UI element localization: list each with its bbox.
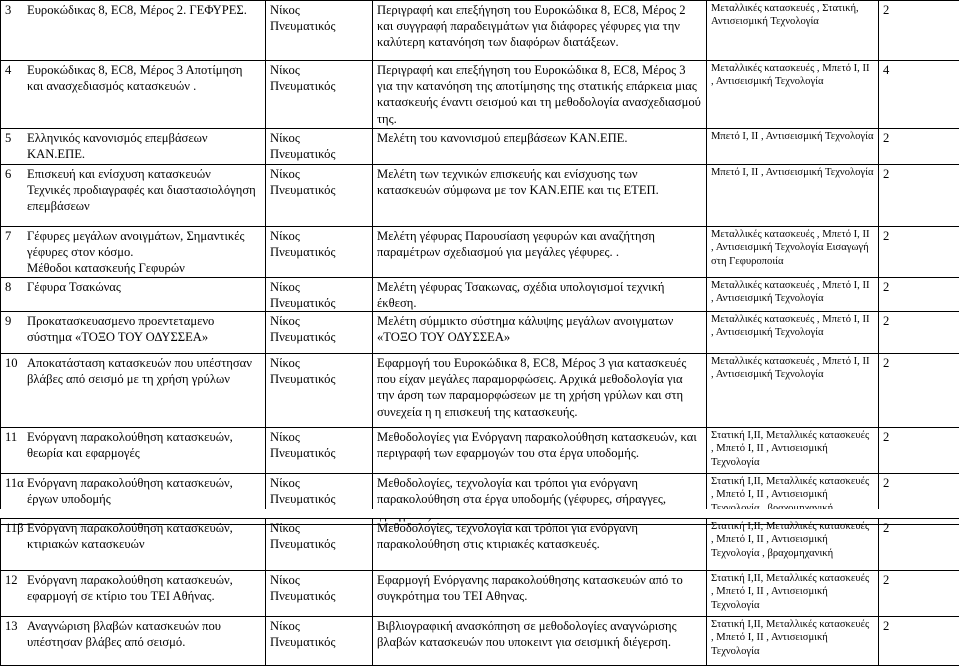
course-title: Γέφυρα Τσακώνας <box>27 279 261 295</box>
hours-cell: 2 <box>879 354 959 428</box>
instructor-cell: Νίκος Πνευματικός <box>266 1 373 61</box>
prerequisites-cell: Μεταλλικές κατασκευές , Μπετό Ι, ΙΙ , Αντισεισμική Τεχνολογία <box>707 277 879 311</box>
instructor-cell: Νίκος Πνευματικός <box>266 227 373 278</box>
course-subtitle: Τεχνικές προδιαγραφές και διαστασιολόγηση επεμβάσεων <box>27 183 256 213</box>
course-title-cell <box>1 354 266 428</box>
description-cell: Εφαρμογή Ενόργανης παρακολούθησης κατασκευών από το συγκρότημα του ΤΕΙ Αθηνας. <box>373 571 707 617</box>
course-title: Ενόργανη παρακολούθηση κατασκευών, εφαρμογή σε κτίριο του ΤΕΙ Αθήνας. <box>27 572 261 604</box>
prerequisites-cell: Στατική Ι,ΙΙ, Μεταλλικές κατασκευές , Μπετό Ι, ΙΙ , Αντισεισμική Τεχνολογία , βραχομηχανική <box>707 519 879 571</box>
description-cell: Περιγραφή και επεξήγηση του Ευροκώδικα 8, ΕC8, Μέρος 3 για την κατανόηση της αποτίμησης της στατικής επάρκεια μιας κατασκευής έναντι σεισμού και τη μεθοδολογία ανασχεδιασμού της. <box>373 61 707 129</box>
course-title: Προκατασκευασμενο προεντεταμενο σύστημα «ΤΟΞΟ ΤΟΥ ΟΔΥΣΣΕΑ» <box>27 313 261 345</box>
course-number: 4 <box>5 62 27 94</box>
course-number: 11 <box>5 429 27 461</box>
hours-cell: 2 <box>879 227 959 278</box>
instructor-cell: Νίκος Πνευματικός <box>266 474 373 525</box>
description-cell: Εφαρμογή του Ευροκώδικα 8, ΕC8, Μέρος 3 για κατασκευές που είχαν μεγάλες παραμορφώσεις. Αρχικά μεθοδολογία για την άρση των παραμορφώσεων με τη χρήση γρύλων και στη συνεχεία η η επισκευή της κατασκευής. <box>373 354 707 428</box>
hours-cell: 2 <box>879 571 959 617</box>
course-title-cell <box>1 129 266 165</box>
course-title-cell <box>1 227 266 278</box>
prerequisites-cell: Στατική Ι,ΙΙ, Μεταλλικές κατασκευές , Μπετό Ι, ΙΙ , Αντισεισμική Τεχνολογία <box>707 571 879 617</box>
description-cell: Περιγραφή και επεξήγηση του Ευροκώδικα 8, ΕC8, Μέρος 2 και συγγραφή παραδειγμάτων για διάφορες γέφυρες για την καλύτερη κατανόηση των διαφόρων διατάξεων. <box>373 1 707 61</box>
table-row <box>1 277 959 311</box>
instructor-cell: Νίκος Πνευματικός <box>266 519 373 571</box>
course-title: Επισκευή και ενίσχυση κατασκευών <box>27 167 211 181</box>
description-cell: Μελέτη σύμμικτο σύστημα κάλυψης μεγάλων ανοιγματων «ΤΟΞΟ ΤΟΥ ΟΔΥΣΣΕΑ» <box>373 312 707 354</box>
description-cell: Μελέτη γέφυρας Παρουσίαση γεφυρών και αναζήτηση παραμέτρων σχεδιασμού για μεγάλες γέφυρες. . <box>373 227 707 278</box>
table-row <box>1 617 959 666</box>
hours-cell: 2 <box>879 474 959 525</box>
instructor-cell: Νίκος Πνευματικός <box>266 277 373 311</box>
course-title-cell <box>1 1 266 61</box>
prerequisites-cell: Στατική Ι,ΙΙ, Μεταλλικές κατασκευές , Μπετό Ι, ΙΙ , Αντισεισμική Τεχνολογία <box>707 428 879 474</box>
course-number: 7 <box>5 228 27 277</box>
prerequisites-cell: Στατική Ι,ΙΙ, Μεταλλικές κατασκευές , Μπετό Ι, ΙΙ , Αντισεισμική <box>707 474 879 525</box>
description-cell: Βιβλιογραφική ανασκόπηση σε μεθοδολογίες αναγνώρισης βλαβών κατασκευών που υποκειντ για σεισμική διέγερση. <box>373 617 707 666</box>
prerequisites-cell: Μεταλλικές κατασκευές , Μπετό Ι, ΙΙ , Αντισεισμική Τεχνολογία <box>707 354 879 428</box>
course-title: Ευροκώδικας 8, ΕC8, Μέρος 2. ΓΕΦΥΡΕΣ. <box>27 2 261 18</box>
instructor-cell: Νίκος Πνευματικός <box>266 354 373 428</box>
instructor-cell: Νίκος Πνευματικός <box>266 129 373 165</box>
hours-cell: 2 <box>879 165 959 227</box>
description-cell: Μελέτη των τεχνικών επισκευής και ενίσχυσης των κατασκευών σύμφωνα με τον ΚΑΝ.ΕΠΕ και τις ΕΤΕΠ. <box>373 165 707 227</box>
hours-cell: 2 <box>879 428 959 474</box>
table-row <box>1 354 959 428</box>
prerequisites-cell: Μεταλλικές κατασκευές , Μπετό Ι, ΙΙ , Αντισεισμική Τεχνολογία <box>707 61 879 129</box>
page-break <box>0 509 959 518</box>
hours-cell: 2 <box>879 617 959 666</box>
table-row <box>1 571 959 617</box>
description-cell: Μεθοδολογίες για Ενόργανη παρακολούθηση κατασκευών, και περιγραφή των εφαρμογών του στα έργα υποδομής. <box>373 428 707 474</box>
table-row <box>1 428 959 474</box>
course-title-cell <box>1 312 266 354</box>
hours-cell: 2 <box>879 129 959 165</box>
course-number: 11α <box>5 475 27 507</box>
hours-cell: 4 <box>879 61 959 129</box>
prerequisites-cell: Μεταλλικές κατασκευές , Μπετό Ι, ΙΙ , Αντισεισμική Τεχνολογία Εισαγωγή στη Γεφυροποιία <box>707 227 879 278</box>
course-subtitle: Μέθοδοι κατασκευής Γεφυρών <box>27 261 185 275</box>
course-number: 12 <box>5 572 27 604</box>
courses-table-page-bottom <box>0 518 959 666</box>
course-title: Ενόργανη παρακολούθηση κατασκευών, κτιριακών κατασκευών <box>27 520 261 552</box>
prerequisites-cell: Μεταλλικές κατασκευές , Στατική, Αντισεισμική Τεχνολογία <box>707 1 879 61</box>
description-cell: Μελέτη του κανονισμού επεμβάσεων ΚΑΝ.ΕΠΕ. <box>373 129 707 165</box>
hours-cell: 2 <box>879 519 959 571</box>
prerequisites-cell: Στατική Ι,ΙΙ, Μεταλλικές κατασκευές , Μπετό Ι, ΙΙ , Αντισεισμική Τεχνολογία <box>707 617 879 666</box>
course-title-cell <box>1 617 266 666</box>
hours-cell: 2 <box>879 1 959 61</box>
course-number: 13 <box>5 618 27 650</box>
course-title-cell <box>1 61 266 129</box>
instructor-cell: Νίκος Πνευματικός <box>266 312 373 354</box>
course-title-cell <box>1 571 266 617</box>
table-row <box>1 227 959 278</box>
instructor-cell: Νίκος Πνευματικός <box>266 61 373 129</box>
course-title: Ελληνικός κανονισμός επεμβάσεων ΚΑΝ.ΕΠΕ. <box>27 130 261 162</box>
prerequisites-cell: Μπετό Ι, ΙΙ , Αντισεισμική Τεχνολογία <box>707 129 879 165</box>
course-number: 3 <box>5 2 27 18</box>
course-title: Αποκατάσταση κατασκευών που υπέστησαν βλάβες από σεισμό με τη χρήση γρύλων <box>27 355 261 387</box>
table-row <box>1 519 959 571</box>
prerequisites-cell: Μεταλλικές κατασκευές , Μπετό Ι, ΙΙ , Αντισεισμική Τεχνολογία <box>707 312 879 354</box>
table-row <box>1 1 959 61</box>
course-title-cell <box>1 165 266 227</box>
course-number: 6 <box>5 166 27 215</box>
course-title: Ενόργανη παρακολούθηση κατασκευών, θεωρία και εφαρμογές <box>27 429 261 461</box>
course-title: Γέφυρες μεγάλων ανοιγμάτων, Σημαντικές γέφυρες στον κόσμο. <box>27 229 245 259</box>
table-row <box>1 129 959 165</box>
instructor-cell: Νίκος Πνευματικός <box>266 617 373 666</box>
prerequisites-cell: Μπετό Ι, ΙΙ , Αντισεισμική Τεχνολογία <box>707 165 879 227</box>
instructor-cell: Νίκος Πνευματικός <box>266 571 373 617</box>
course-number: 9 <box>5 313 27 345</box>
course-title-cell <box>1 519 266 571</box>
course-number: 11β <box>5 520 27 552</box>
description-cell: Μεθοδολογίες, τεχνολογία και τρόποι για ενόργανη παρακολούθηση στα έργα υποδομής (γέφυρες, σήραγγες, <box>373 474 707 525</box>
course-title-cell <box>1 277 266 311</box>
course-number: 8 <box>5 279 27 295</box>
course-number: 10 <box>5 355 27 387</box>
course-title: Ευροκώδικας 8, ΕC8, Μέρος 3 Αποτίμηση και ανασχεδιασμός κατασκευών . <box>27 62 261 94</box>
table-row <box>1 312 959 354</box>
hours-cell: 2 <box>879 277 959 311</box>
instructor-cell: Νίκος Πνευματικός <box>266 165 373 227</box>
description-cell: Μεθοδολογίες, τεχνολογία και τρόποι για ενόργανη παρακολούθηση στις κτιριακές κατασκευές. <box>373 519 707 571</box>
hours-cell: 2 <box>879 312 959 354</box>
course-title-cell <box>1 428 266 474</box>
course-title: Αναγνώριση βλαβών κατασκευών που υπέστησαν βλάβες από σεισμό. <box>27 618 261 650</box>
course-title: Ενόργανη παρακολούθηση κατασκευών, έργων υποδομής <box>27 475 261 507</box>
instructor-cell: Νίκος Πνευματικός <box>266 428 373 474</box>
table-row <box>1 61 959 129</box>
course-number: 5 <box>5 130 27 162</box>
description-cell: Μελέτη γέφυρας Τσακωνας, σχέδια υπολογισμοί τεχνική έκθεση. <box>373 277 707 311</box>
table-row <box>1 165 959 227</box>
